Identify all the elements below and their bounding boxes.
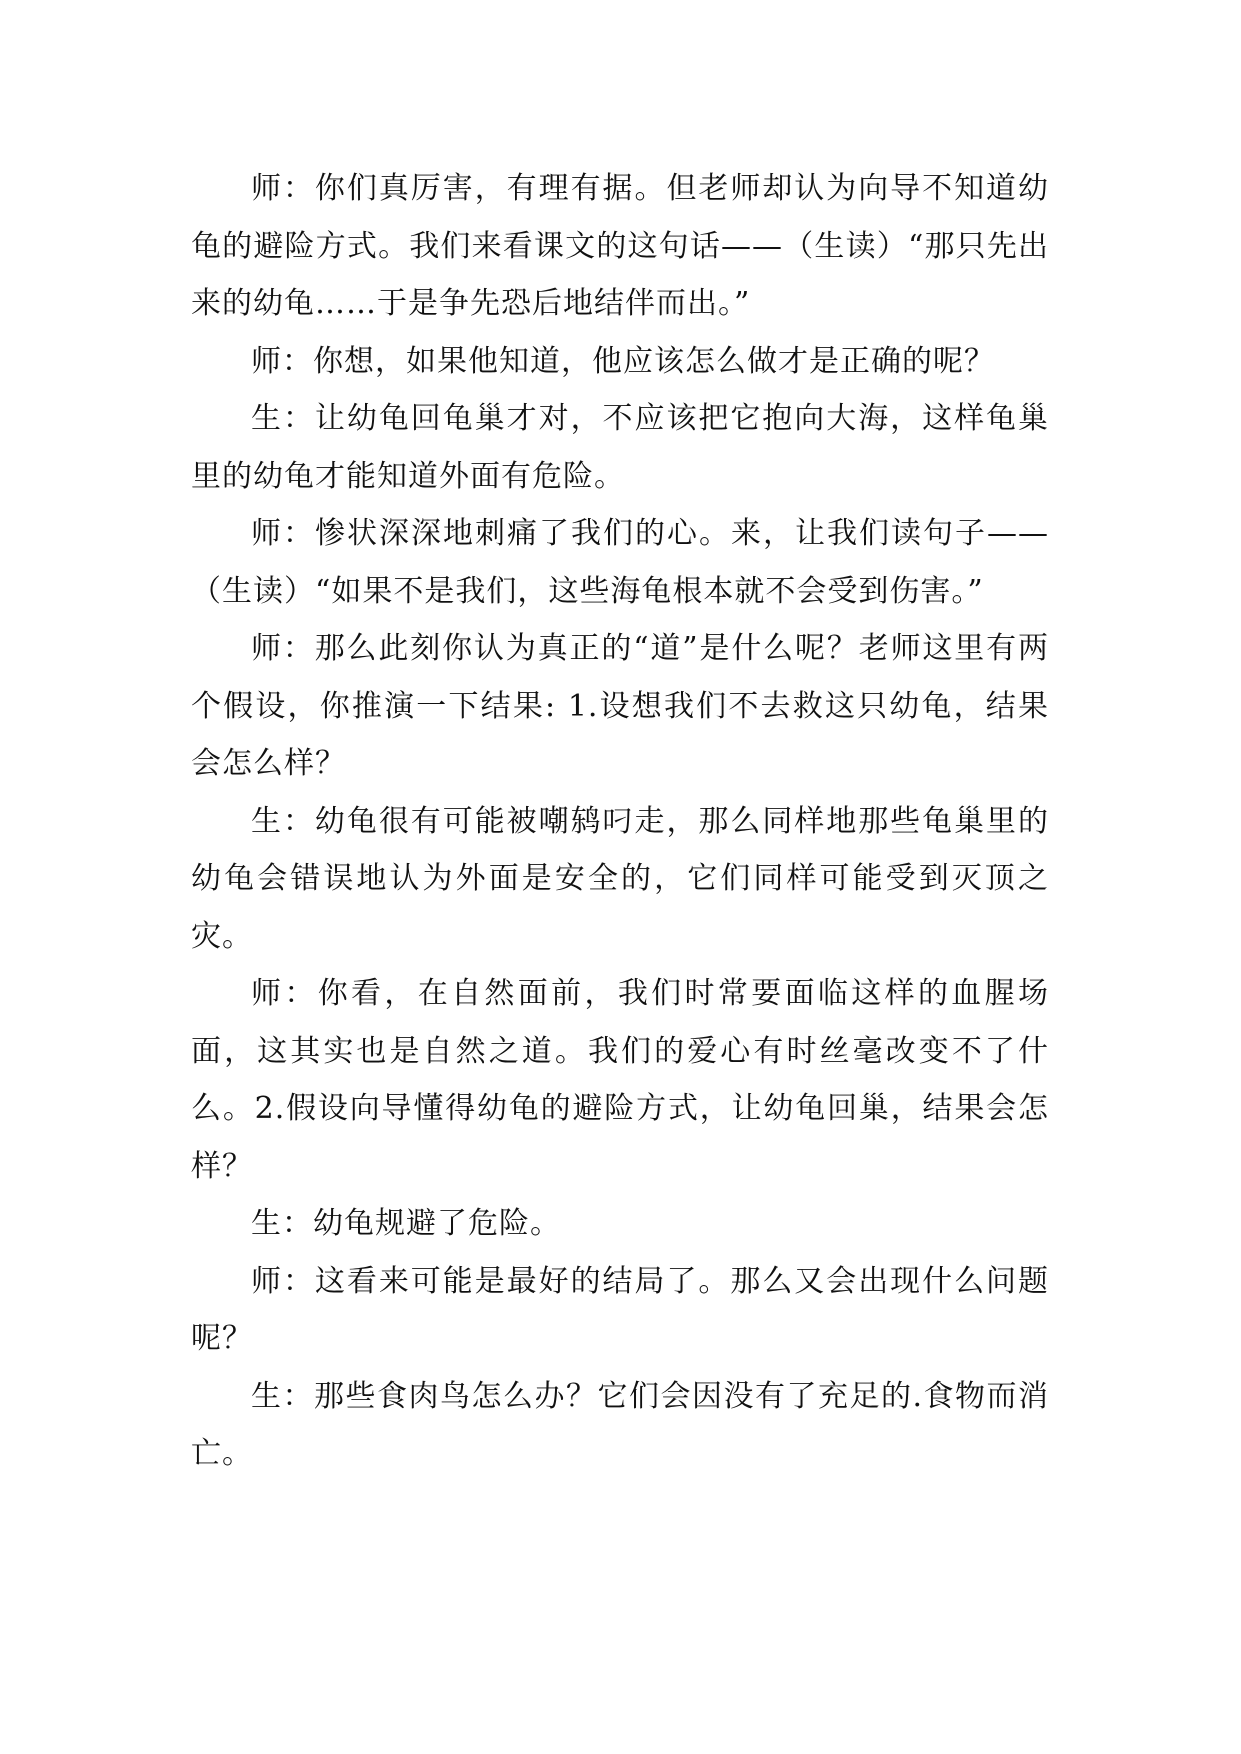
dialogue-paragraph: 生：幼龟规避了危险。 (251, 1206, 561, 1241)
dialogue-paragraph: 师：那么此刻你认为真正的“道”是什么呢？老师这里有两个假设，你推演一下结果: 1.设想我们不去救这只幼龟，结果会怎么样？ (191, 631, 1049, 781)
dialogue-paragraph: 师：惨状深深地刺痛了我们的心。来，让我们读句子——（生读）“如果不是我们，这些海龟根本就不会受到伤害。” (191, 516, 1049, 609)
dialogue-paragraph: 师：这看来可能是最好的结局了。那么又会出现什么问题呢？ (191, 1263, 1049, 1356)
dialogue-paragraph: 师：你们真厉害，有理有据。但老师却认为向导不知道幼龟的避险方式。我们来看课文的这句话——（生读）“那只先出来的幼龟……于是争先恐后地结伴而出。” (191, 171, 1049, 321)
dialogue-paragraph: 生：让幼龟回龟巢才对，不应该把它抱向大海，这样龟巢里的幼龟才能知道外面有危险。 (191, 401, 1049, 494)
document-page (191, 160, 1049, 1483)
dialogue-paragraph: 生：幼龟很有可能被嘲鸫叼走，那么同样地那些龟巢里的幼龟会错误地认为外面是安全的，它们同样可能受到灭顶之灾。 (191, 803, 1049, 954)
dialogue-paragraph: 师：你想，如果他知道，他应该怎么做才是正确的呢？ (251, 343, 995, 379)
dialogue-paragraph: 师：你看，在自然面前，我们时常要面临这样的血腥场面，这其实也是自然之道。我们的爱心有时丝毫改变不了什么。2.假设向导懂得幼龟的避险方式，让幼龟回巢，结果会怎样？ (191, 976, 1049, 1184)
dialogue-paragraph: 生：那些食肉鸟怎么办？它们会因没有了充足的.食物而消亡。 (191, 1378, 1049, 1471)
